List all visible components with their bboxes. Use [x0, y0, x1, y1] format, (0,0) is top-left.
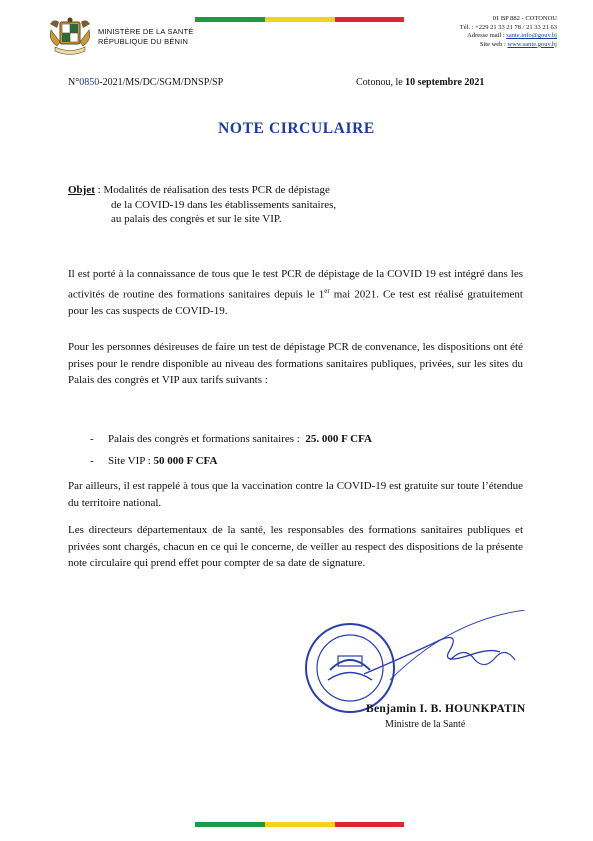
ministry-name: [98, 27, 193, 47]
tarif-list: [90, 428, 372, 472]
contact-email-link[interactable]: sante.info@gouv.bj: [506, 32, 557, 40]
flag-yellow: [265, 822, 335, 827]
ministry-line1: MINISTÈRE DE LA SANTÉ: [98, 27, 194, 36]
header-flag-bar: [195, 17, 404, 22]
document-date: [356, 77, 484, 88]
p1-sup: er: [324, 286, 330, 295]
flag-red: [335, 822, 404, 827]
paragraph-3: Par ailleurs, il est rappelé à tous que la vaccination contre la COVID-19 est gratuite sur toute l’étendue du territoire national.: [68, 480, 523, 509]
contact-tel: Tél. : +229 21 33 21 78 / 21 33 21 63: [459, 23, 557, 31]
contact-web-row: [460, 41, 557, 50]
tarif-label: Palais des congrès et formations sanitaires :: [108, 433, 300, 445]
date-place: Cotonou, le: [356, 77, 403, 88]
list-item: [90, 450, 372, 472]
reference-suffix: -2021/MS/DC/SGM/DNSP/SP: [99, 77, 224, 88]
subject-line3: au palais des congrès et sur le site VIP.: [111, 213, 282, 225]
subject-label: Objet: [68, 184, 95, 196]
flag-yellow: [265, 17, 335, 22]
footer-flag-bar: [195, 822, 404, 827]
contact-web-label: Site web :: [479, 40, 506, 48]
subject-line2: de la COVID-19 dans les établissements sanitaires,: [111, 198, 337, 211]
contact-web-link[interactable]: www.sante.gouv.bj: [507, 40, 557, 48]
contact-email-row: [460, 32, 557, 41]
flag-green: [195, 17, 265, 22]
list-dash: -: [90, 433, 94, 445]
page-title: NOTE CIRCULAIRE: [218, 120, 375, 137]
subject-text1: : Modalités de réalisation des tests PCR de dépistage: [97, 184, 330, 196]
reference-prefix: N°: [68, 77, 80, 88]
subject-line1: [68, 183, 418, 198]
tarif-label: Site VIP :: [108, 455, 151, 467]
p1-text-a: Il est porté à la connaissance de tous que le test PCR de dépistage de la COVID 19 est intégré dans les activités de routine des formations sanitaires depuis le 1: [68, 268, 523, 301]
signatory-title: Ministre de la Santé: [385, 719, 466, 730]
paragraph-2: Pour les personnes désireuses de faire un test de dépistage PCR de convenance, les dispositions ont été prises pour le rendre disponible au niveau des formations sanitaires publiques, privées, sur les sites du Palais des congrès et VIP aux tarifs suivants :: [68, 341, 523, 386]
contact-address: 01 BP 882 - COTONOU: [492, 15, 557, 22]
tarif-price: 25. 000 F CFA: [305, 433, 372, 445]
list-dash: -: [90, 455, 94, 467]
flag-green: [195, 822, 265, 827]
ministry-line2: RÉPUBLIQUE DU BÉNIN: [98, 37, 189, 46]
reference-number: [68, 77, 223, 88]
tarif-price: 50 000 F CFA: [153, 455, 218, 467]
p1-text-b: mai 2021. Ce test est réalisé gratuitement pour les cas suspects de COVID-19.: [68, 288, 523, 317]
signatory-name: Benjamin I. B. HOUNKPATIN: [366, 703, 526, 715]
flag-red: [335, 17, 404, 22]
list-item: [90, 428, 372, 450]
paragraph-1: [68, 266, 523, 319]
reference-num: 0850: [79, 77, 100, 88]
contact-email-label: Adresse mail :: [467, 32, 505, 40]
subject-block: [68, 183, 418, 227]
date-value: 10 septembre 2021: [405, 77, 485, 88]
coat-of-arms-icon: [45, 16, 95, 65]
paragraph-4: Les directeurs départementaux de la santé, les responsables des formations sanitaires publiques et privées sont chargés, chacun en ce qui le concerne, de veiller au respect des dispositions de la présente note circulaire qui prend effet pour compter de sa date de signature.: [68, 524, 523, 569]
contact-block: [460, 15, 557, 49]
